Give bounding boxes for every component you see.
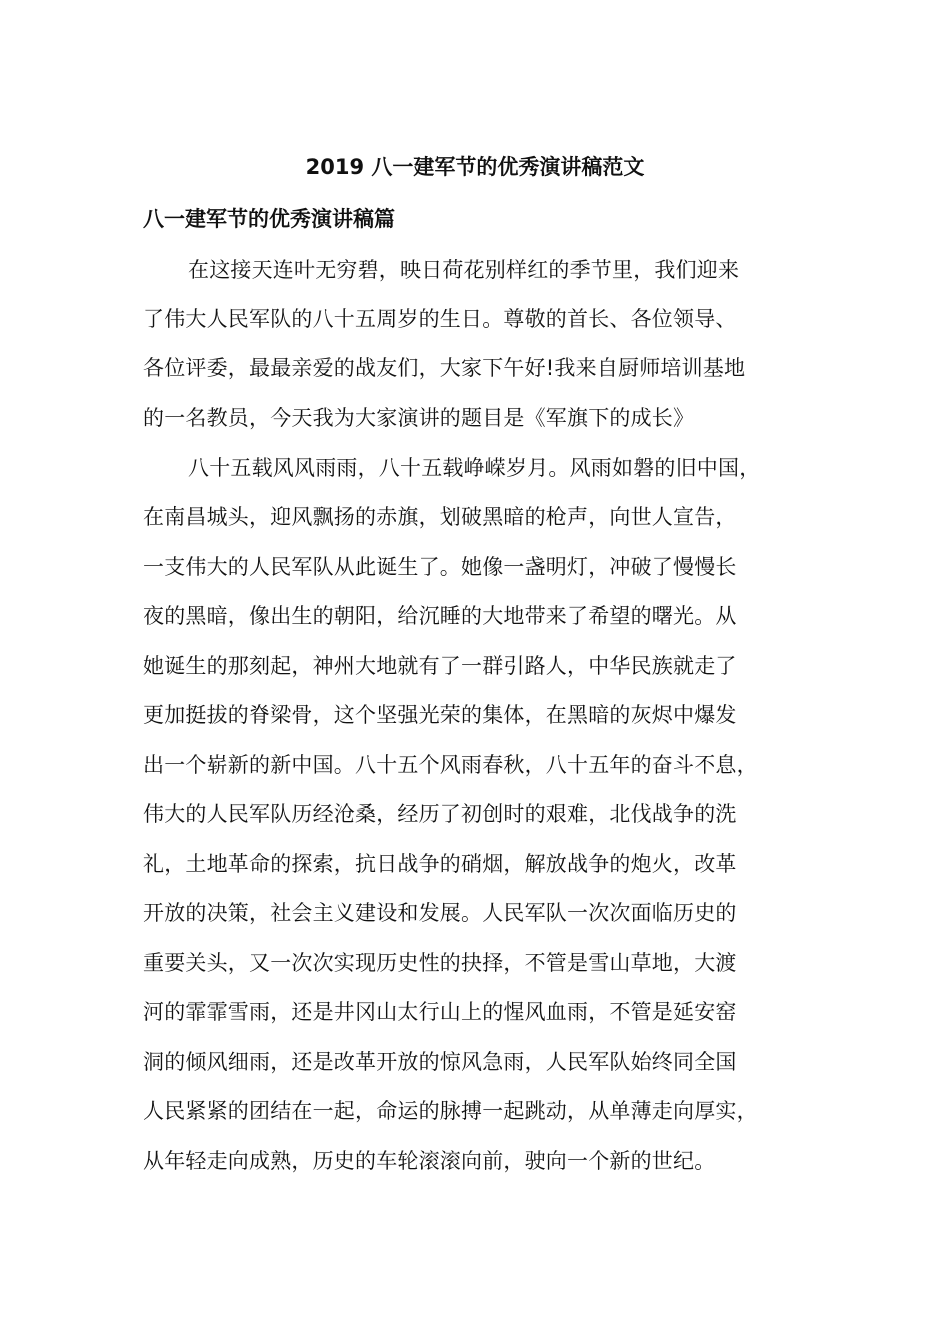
paragraph-line: 一支伟大的人民军队从此诞生了。她像一盏明灯，冲破了慢慢长 [143, 555, 737, 579]
paragraph-line: 在这接天连叶无穷碧，映日荷花别样红的季节里，我们迎来 [188, 258, 740, 282]
paragraph-line: 河的霏霏雪雨，还是井冈山太行山上的惺风血雨，不管是延安窑 [143, 1000, 737, 1024]
section-heading: 八一建军节的优秀演讲稿篇 [143, 207, 395, 231]
paragraph-line: 开放的决策，社会主义建设和发展。人民军队一次次面临历史的 [143, 901, 737, 925]
paragraph-line: 各位评委，最最亲爱的战友们，大家下午好!我来自厨师培训基地 [143, 356, 746, 380]
paragraph-line: 人民紧紧的团结在一起，命运的脉搏一起跳动，从单薄走向厚实， [143, 1099, 758, 1123]
paragraph-line: 在南昌城头，迎风飘扬的赤旗，划破黑暗的枪声，向世人宣告， [143, 505, 737, 529]
paragraph-line: 的一名教员，今天我为大家演讲的题目是《军旗下的成长》 [143, 406, 695, 430]
paragraph-line: 礼，土地革命的探索，抗日战争的硝烟，解放战争的炮火，改革 [143, 852, 737, 876]
paragraph-line: 出一个崭新的新中国。八十五个风雨春秋，八十五年的奋斗不息， [143, 753, 758, 777]
paragraph-line: 伟大的人民军队历经沧桑，经历了初创时的艰难，北伐战争的洗 [143, 802, 737, 826]
paragraph-line: 八十五载风风雨雨，八十五载峥嵘岁月。风雨如磐的旧中国， [188, 456, 761, 480]
paragraph-line: 重要关头，又一次次实现历史性的抉择，不管是雪山草地，大渡 [143, 951, 737, 975]
paragraph-line: 洞的倾风细雨，还是改革开放的惊风急雨，人民军队始终同全国 [143, 1050, 737, 1074]
paragraph-line: 夜的黑暗，像出生的朝阳，给沉睡的大地带来了希望的曙光。从 [143, 604, 737, 628]
paragraph-line: 她诞生的那刻起，神州大地就有了一群引路人，中华民族就走了 [143, 654, 737, 678]
document-title: 2019 八一建军节的优秀演讲稿范文 [305, 155, 645, 179]
paragraph-line: 更加挺拔的脊梁骨，这个坚强光荣的集体，在黑暗的灰烬中爆发 [143, 703, 737, 727]
paragraph-line: 从年轻走向成熟，历史的车轮滚滚向前，驶向一个新的世纪。 [143, 1149, 716, 1173]
paragraph-line: 了伟大人民军队的八十五周岁的生日。尊敬的首长、各位领导、 [143, 307, 737, 331]
